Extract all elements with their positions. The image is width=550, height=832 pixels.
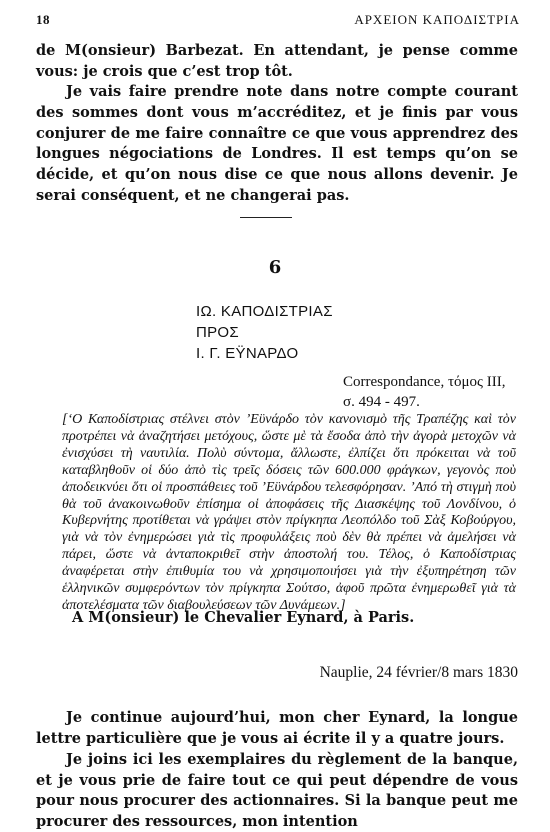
source-citation [343, 372, 505, 412]
document-summary: [‘Ο Καποδίστριας στέλνει στὸν ’Εϋνάρδο τὸν κανονισμὸ τῆς Τραπέζης καὶ τὸν προτρέπει νὰ ἀναζητήσει μετόχους, ὥστε μὲ τὰ ἔσοδα ἀπὸ τὴν ἀγορὰ μετοχῶν νὰ ἐνισχύσει τὴ ναυτιλία. Πολὺ σύντομα, ἄλλωστε, ἐλπίζει ὅτι πρόκειται νὰ τοῦ καταβληθοῦν οἱ δύο ἀπὸ τὶς τρεῖς δόσεις τῶν 600.000 φράγκων, γεγονὸς ποὺ ἀποδεικνύει ὅτι οἱ προσπάθειες τοῦ ’Εϋνάρδου τελεσφόρησαν. ’Από τὴ στιγμὴ ποὺ θὰ τοῦ ἀνακοινωθοῦν ἐπίσημα οἱ ἀποφάσεις τῆς Διασκέψης τοῦ Λονδίνου, ὁ Κυβερνήτης προτίθεται νὰ γράψει στὸν πρίγκηπα Λεοπόλδο τοῦ Σὰξ Κοβούργου, γιὰ νὰ τὸν ἐνημερώσει γιὰ τὶς προφυλάξεις ποὺ δὲν θὰ πρέπει νὰ ἀμελήσει νὰ πάρει, ὥστε νὰ ἀνταποκριθεῖ στὴν ἀποστολή του. Τέλος, ὁ Καποδίστριας ἀναφέρεται στὴν ἐπιθυμία του νὰ χρησιμοποιήσει γιὰ τὴν ἐξυπηρέτηση τῶν ἑλληνικῶν συμφερόντων τὸν πρίγκηπα Σούτσο, ἀφοῦ πρῶτα ἐνημερωθεῖ γιὰ τὰ ἀποτελέσματα τῶν διαβουλεύσεων τῶν Δυνάμεων.] [62, 412, 516, 613]
section-divider [240, 217, 292, 218]
letter-salutation: A M(onsieur) le Chevalier Eynard, à Paris. [72, 609, 415, 626]
sender-name: ΙΩ. ΚΑΠΟΔΙΣΤΡΙΑΣ [196, 303, 333, 320]
recipient-name: Ι. Γ. ΕΫΝΑΡΔΟ [196, 345, 299, 362]
addressee-block [196, 301, 333, 364]
source-line-2: σ. 494 - 497. [343, 394, 420, 410]
letter-dateline: Nauplie, 24 février/8 mars 1830 [319, 664, 518, 681]
running-header [36, 12, 520, 28]
page-number: 18 [36, 12, 50, 27]
body-paragraph-2: Je vais faire prendre note dans notre compte courant des sommes dont vous m’accréditez, et je finis par vous conjurer de me faire connaître ce que vous apprendrez des longues négociations de Londres. Il est temps qu’on se décide, et qu’on nous dise ce que nous allons devenir. Je serai conséquent, et ne changerai pas. [36, 83, 518, 204]
document-number: 6 [268, 257, 282, 278]
body-paragraph-1: de M(onsieur) Barbezat. En attendant, je pense comme vous: je crois que c’est trop tôt. [36, 42, 518, 80]
letter-paragraph-1: Je continue aujourd’hui, mon cher Eynard, la longue lettre particulière que je vous ai écrite il y a quatre jours. [36, 709, 518, 747]
source-line-1: Correspondance, τόμος III, [343, 374, 506, 390]
addressee-preposition: ΠΡΟΣ [196, 324, 239, 341]
letter-paragraph-2: Je joins ici les exemplaires du règlement de la banque, et je vous prie de faire tout ce qui peut dépendre de vous pour nous procurer des actionnaires. Si la banque peut me procurer des ressources, mon intention [36, 751, 518, 830]
running-title: ΑΡΧΕΙΟΝ ΚΑΠΟΔΙΣΤΡΙΑ [354, 12, 520, 27]
